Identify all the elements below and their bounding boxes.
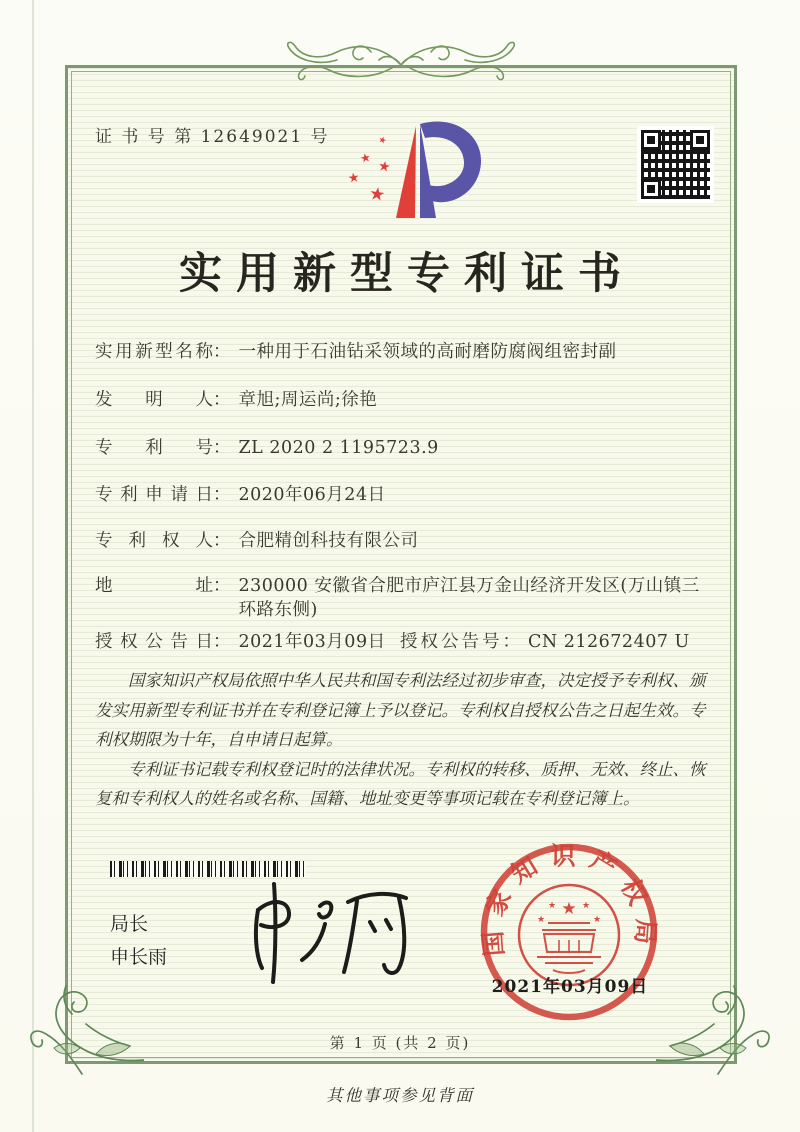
- director-signature: [228, 870, 423, 988]
- field-row-name: [95, 340, 710, 364]
- seal-date: 2021年03月09日: [491, 977, 649, 997]
- qr-finder-icon: [641, 130, 661, 150]
- field-row-patent-number: [95, 436, 710, 460]
- seal-text: 国家知识产权局: [477, 841, 661, 958]
- emblem-star-icon: ★: [561, 899, 577, 919]
- field-label: 专利申请日: [95, 485, 213, 505]
- field-colon: ：: [213, 576, 231, 596]
- cnipa-logo-icon: [332, 110, 492, 238]
- grant-number-value: CN 212672407 U: [528, 632, 690, 652]
- field-label: 实用新型名称: [95, 342, 213, 362]
- field-label: 授权公告日: [95, 632, 213, 652]
- logo-star-icon: ★: [367, 182, 387, 207]
- field-colon: ：: [213, 632, 231, 652]
- qr-finder-icon: [690, 130, 710, 150]
- corner-ornament-left: [26, 984, 144, 1076]
- top-ornament: [283, 36, 519, 94]
- field-value: 一种用于石油钻采领域的高耐磨防腐阀组密封副: [238, 342, 617, 362]
- field-value: ZL 2020 2 1195723.9: [238, 438, 439, 458]
- field-colon: ：: [213, 531, 231, 551]
- logo-star-icon: ★: [376, 135, 388, 148]
- field-colon: ：: [213, 342, 231, 362]
- field-row-address: [95, 574, 710, 622]
- certificate-title: 实用新型专利证书: [179, 249, 635, 299]
- corner-ornament-right: [656, 984, 774, 1076]
- grant-date-value: 2021年03月09日: [238, 632, 386, 652]
- emblem-star-icon: ★: [536, 915, 546, 925]
- field-label: 发明人: [95, 390, 213, 410]
- page-edge-line: [32, 0, 34, 1132]
- field-label: 授权公告号: [400, 632, 503, 652]
- emblem-star-icon: ★: [592, 915, 602, 925]
- director-name: 申长雨: [110, 947, 168, 968]
- logo-star-icon: ★: [358, 150, 373, 166]
- field-value: 2020年06月24日: [238, 485, 386, 505]
- field-colon: ：: [213, 390, 231, 410]
- field-value: 合肥精创科技有限公司: [238, 531, 419, 551]
- logo-star-icon: ★: [347, 170, 361, 187]
- field-colon: ：: [213, 485, 231, 505]
- emblem-star-icon: ★: [581, 901, 591, 911]
- field-label: 专利号: [95, 438, 213, 458]
- legal-text: [95, 666, 709, 814]
- logo-star-icon: ★: [376, 158, 392, 176]
- field-value: 章旭;周运尚;徐艳: [238, 390, 378, 410]
- field-colon: ：: [213, 438, 231, 458]
- legal-paragraph-2: 专利证书记载专利权登记时的法律状况。专利权的转移、质押、无效、终止、恢复和专利权人的姓名或名称、国籍、地址变更等事项记载在专利登记簿上。: [95, 759, 706, 808]
- field-row-inventors: [95, 388, 710, 412]
- field-colon: ：: [502, 632, 520, 652]
- field-row-filing-date: [95, 483, 710, 507]
- field-label: 专利权人: [95, 531, 213, 551]
- field-label: 地址: [95, 576, 213, 596]
- field-value: 230000 安徽省合肥市庐江县万金山经济开发区(万山镇三环路东侧): [238, 576, 700, 620]
- certificate-number: 证 书 号 第 12649021 号: [95, 127, 330, 147]
- back-note: 其他事项参见背面: [326, 1086, 474, 1105]
- field-row-patentee: [95, 529, 710, 553]
- emblem-star-icon: ★: [547, 901, 557, 911]
- director-block: [110, 908, 167, 974]
- page-number: 第 1 页 (共 2 页): [329, 1034, 471, 1052]
- qr-finder-icon: [641, 179, 661, 199]
- qr-code: [637, 126, 714, 203]
- field-row-grant: [95, 630, 735, 654]
- director-title: 局长: [110, 914, 149, 935]
- legal-paragraph-1: 国家知识产权局依照中华人民共和国专利法经过初步审查，决定授予专利权、颁发实用新型专利证书并在专利登记簿上予以登记。专利权自授权公告之日起生效。专利权期限为十年，自申请日起算。: [95, 671, 706, 749]
